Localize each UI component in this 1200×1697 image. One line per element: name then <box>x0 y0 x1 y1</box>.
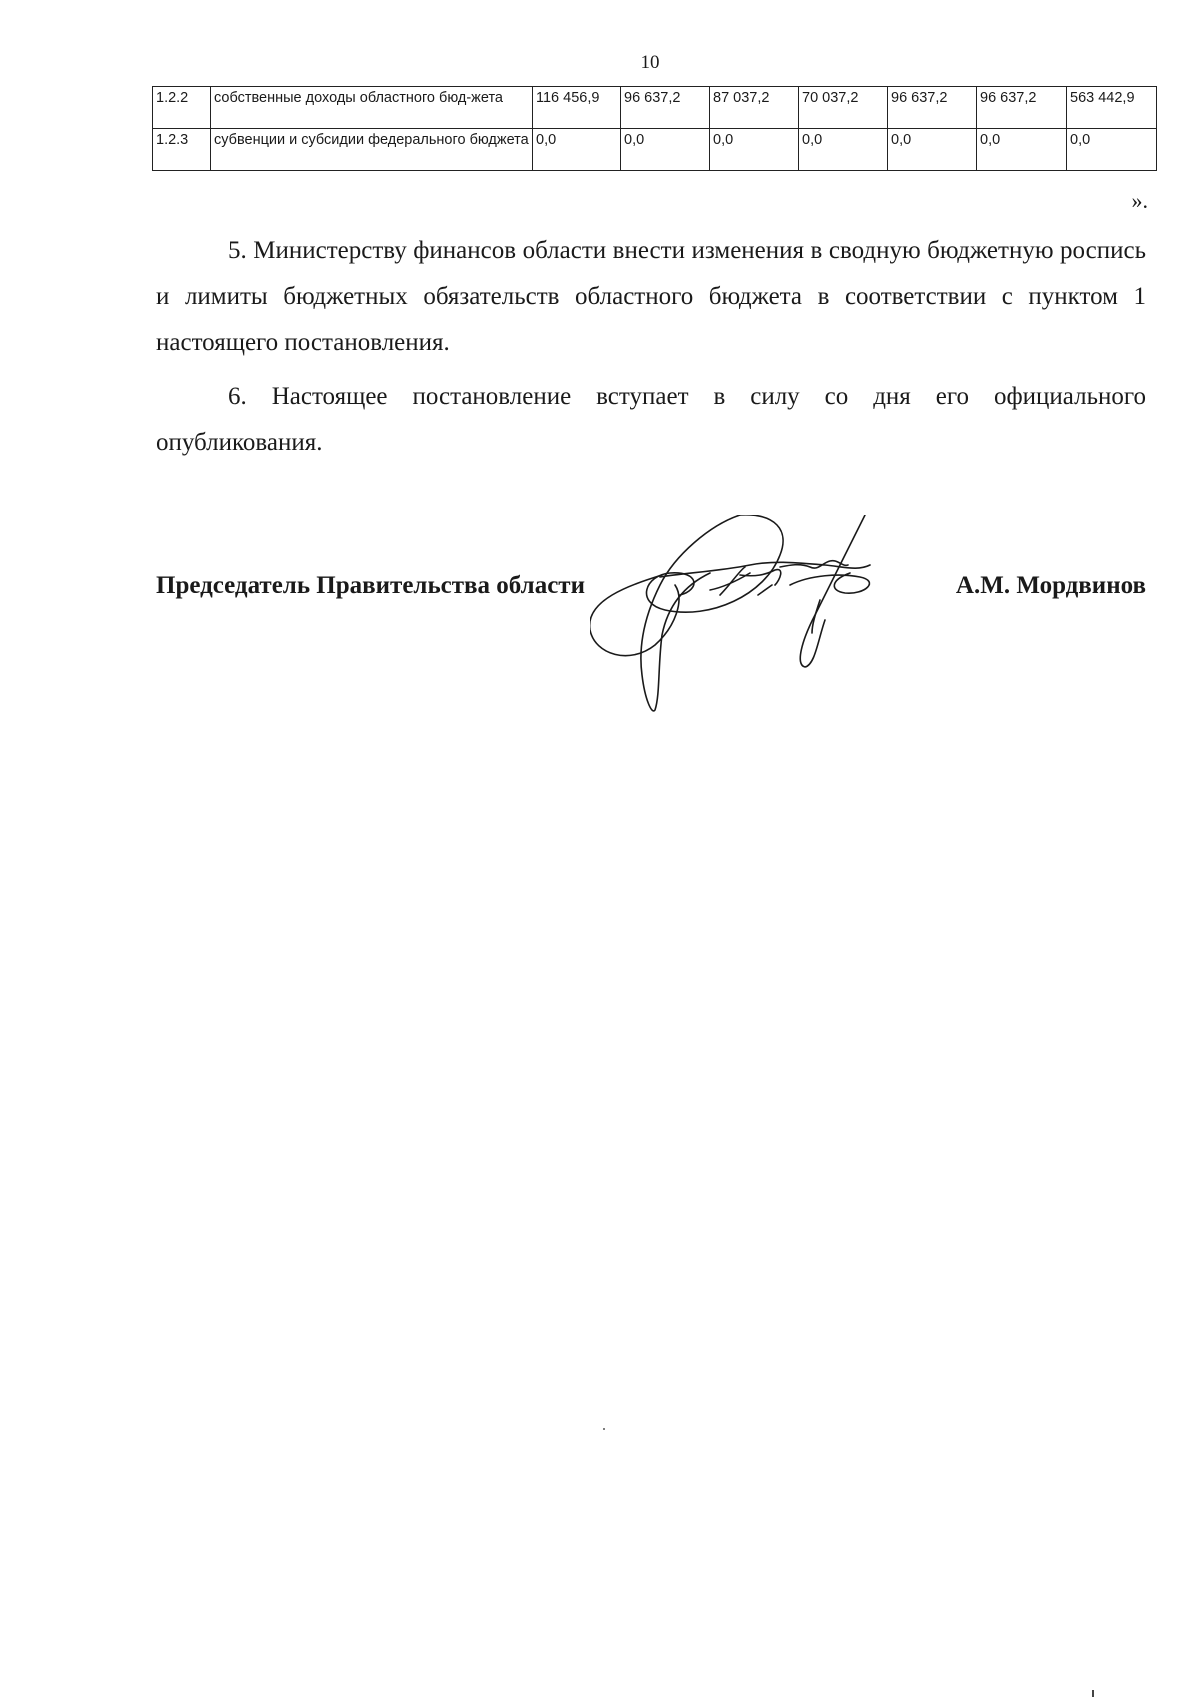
row-value: 70 037,2 <box>799 87 888 129</box>
table-row <box>153 129 1157 171</box>
closing-quote: ». <box>1131 188 1148 213</box>
row-value: 96 637,2 <box>977 87 1067 129</box>
row-value: 96 637,2 <box>621 87 710 129</box>
paragraph-6: 6. Настоящее постановление вступает в силу со дня его официального опубликования. <box>156 383 1146 456</box>
row-name: субвенции и субсидии федерального бюджета <box>211 129 533 171</box>
row-value: 0,0 <box>710 129 799 171</box>
table-row <box>153 87 1157 129</box>
row-value: 563 442,9 <box>1067 87 1157 129</box>
row-value: 116 456,9 <box>533 87 621 129</box>
row-value: 87 037,2 <box>710 87 799 129</box>
budget-table <box>152 86 1157 171</box>
row-value: 0,0 <box>533 129 621 171</box>
signer-name: А.М. Мордвинов <box>955 572 1146 599</box>
row-code: 1.2.2 <box>153 87 211 129</box>
row-code: 1.2.3 <box>153 129 211 171</box>
row-name: собственные доходы областного бюд-жета <box>211 87 533 129</box>
row-value: 0,0 <box>621 129 710 171</box>
row-value: 0,0 <box>799 129 888 171</box>
row-value: 0,0 <box>977 129 1067 171</box>
row-value: 0,0 <box>888 129 977 171</box>
signer-title: Председатель Правительства области <box>156 572 585 599</box>
row-value: 0,0 <box>1067 129 1157 171</box>
handwritten-signature <box>590 515 960 725</box>
scan-edge-mark <box>1092 1690 1094 1697</box>
paragraph-5: 5. Министерству финансов области внести изменения в сводную бюджетную роспись и лимиты бюджетных обязательств областного бюджета в соответствии с пунктом 1 настоящего постановления. <box>156 237 1146 356</box>
row-value: 96 637,2 <box>888 87 977 129</box>
page-number: 10 <box>640 52 660 73</box>
scan-speck <box>603 1428 605 1430</box>
